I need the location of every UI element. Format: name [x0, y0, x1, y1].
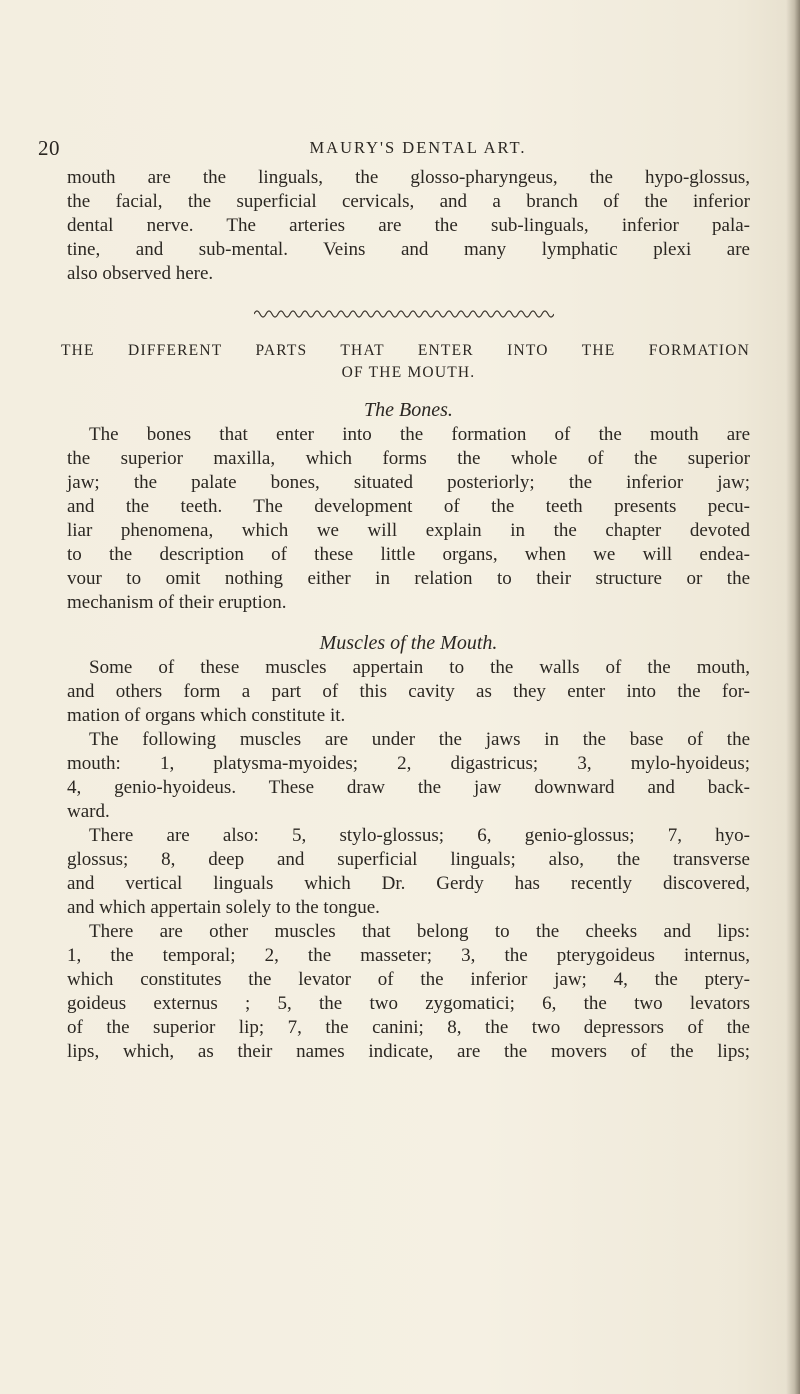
text-line: mouth: 1, platysma-myoides; 2, digastricus; 3, mylo-hyoideus; [67, 753, 750, 774]
text-line: There are also: 5, stylo-glossus; 6, genio-glossus; 7, hyo- [89, 825, 750, 846]
text-line: of the superior lip; 7, the canini; 8, the two depressors of the [67, 1017, 750, 1038]
text-line: There are other muscles that belong to the cheeks and lips: [89, 921, 750, 942]
text-line: the superior maxilla, which forms the whole of the superior [67, 448, 750, 469]
text-line: and vertical linguals which Dr. Gerdy has recently discovered, [67, 873, 750, 894]
text-line: and which appertain solely to the tongue. [67, 897, 380, 918]
page-header [38, 136, 778, 160]
text-line: mation of organs which constitute it. [67, 705, 346, 726]
text-line: goideus externus ; 5, the two zygomatici; 6, the two levators [67, 993, 750, 1014]
text-line: liar phenomena, which we will explain in the chapter devoted [67, 520, 750, 541]
subheading-muscles: Muscles of the Mouth. [319, 632, 498, 654]
paragraph-muscles-intro [67, 656, 750, 728]
text-line: Some of these muscles appertain to the walls of the mouth, [89, 657, 750, 678]
text-line: to the description of these little organs, when we will endea- [67, 544, 750, 565]
text-line: which constitutes the levator of the inferior jaw; 4, the ptery- [67, 969, 750, 990]
text-line: 4, genio-hyoideus. These draw the jaw downward and back- [67, 777, 750, 798]
text-line: 1, the temporal; 2, the masseter; 3, the pterygoideus internus, [67, 945, 750, 966]
page-body [61, 166, 750, 1064]
text-line: vour to omit nothing either in relation to their structure or the [67, 568, 750, 589]
text-line: dental nerve. The arteries are the sub-linguals, inferior pala- [67, 215, 750, 236]
text-line: lips, which, as their names indicate, are the movers of the lips; [67, 1041, 750, 1062]
text-line: glossus; 8, deep and superficial linguals; also, the transverse [67, 849, 750, 870]
section-heading-line: THE DIFFERENT PARTS THAT ENTER INTO THE FORMATION [61, 342, 750, 359]
running-head: MAURY'S DENTAL ART. [309, 138, 527, 157]
text-line: jaw; the palate bones, situated posteriorly; the inferior jaw; [67, 472, 750, 493]
text-line: mouth are the linguals, the glosso-pharyngeus, the hypo-glossus, [67, 167, 750, 188]
paragraph-muscles-cheeks-lips [67, 920, 750, 1064]
text-line: mechanism of their eruption. [67, 592, 287, 613]
paragraph-muscles-under-jaws [67, 728, 750, 824]
text-line: ward. [67, 801, 110, 822]
paragraph-nerves-arteries [67, 166, 750, 286]
subheading-bones: The Bones. [364, 399, 453, 421]
page-number: 20 [38, 136, 60, 160]
text-line: also observed here. [67, 263, 214, 284]
text-line: and others form a part of this cavity as they enter into the for- [67, 681, 750, 702]
text-line: and the teeth. The development of the teeth presents pecu- [67, 496, 750, 517]
paragraph-bones [67, 423, 750, 615]
page-edge-shadow [786, 0, 800, 1394]
paragraph-muscles-tongue [67, 824, 750, 920]
section-heading-line: OF THE MOUTH. [341, 364, 476, 381]
wavy-rule-ornament [254, 308, 554, 320]
text-line: the facial, the superficial cervicals, and a branch of the inferior [67, 191, 750, 212]
text-line: The bones that enter into the formation of the mouth are [89, 424, 750, 445]
section-heading [61, 340, 750, 384]
text-line: tine, and sub-mental. Veins and many lymphatic plexi are [67, 239, 750, 260]
text-line: The following muscles are under the jaws in the base of the [89, 729, 750, 750]
